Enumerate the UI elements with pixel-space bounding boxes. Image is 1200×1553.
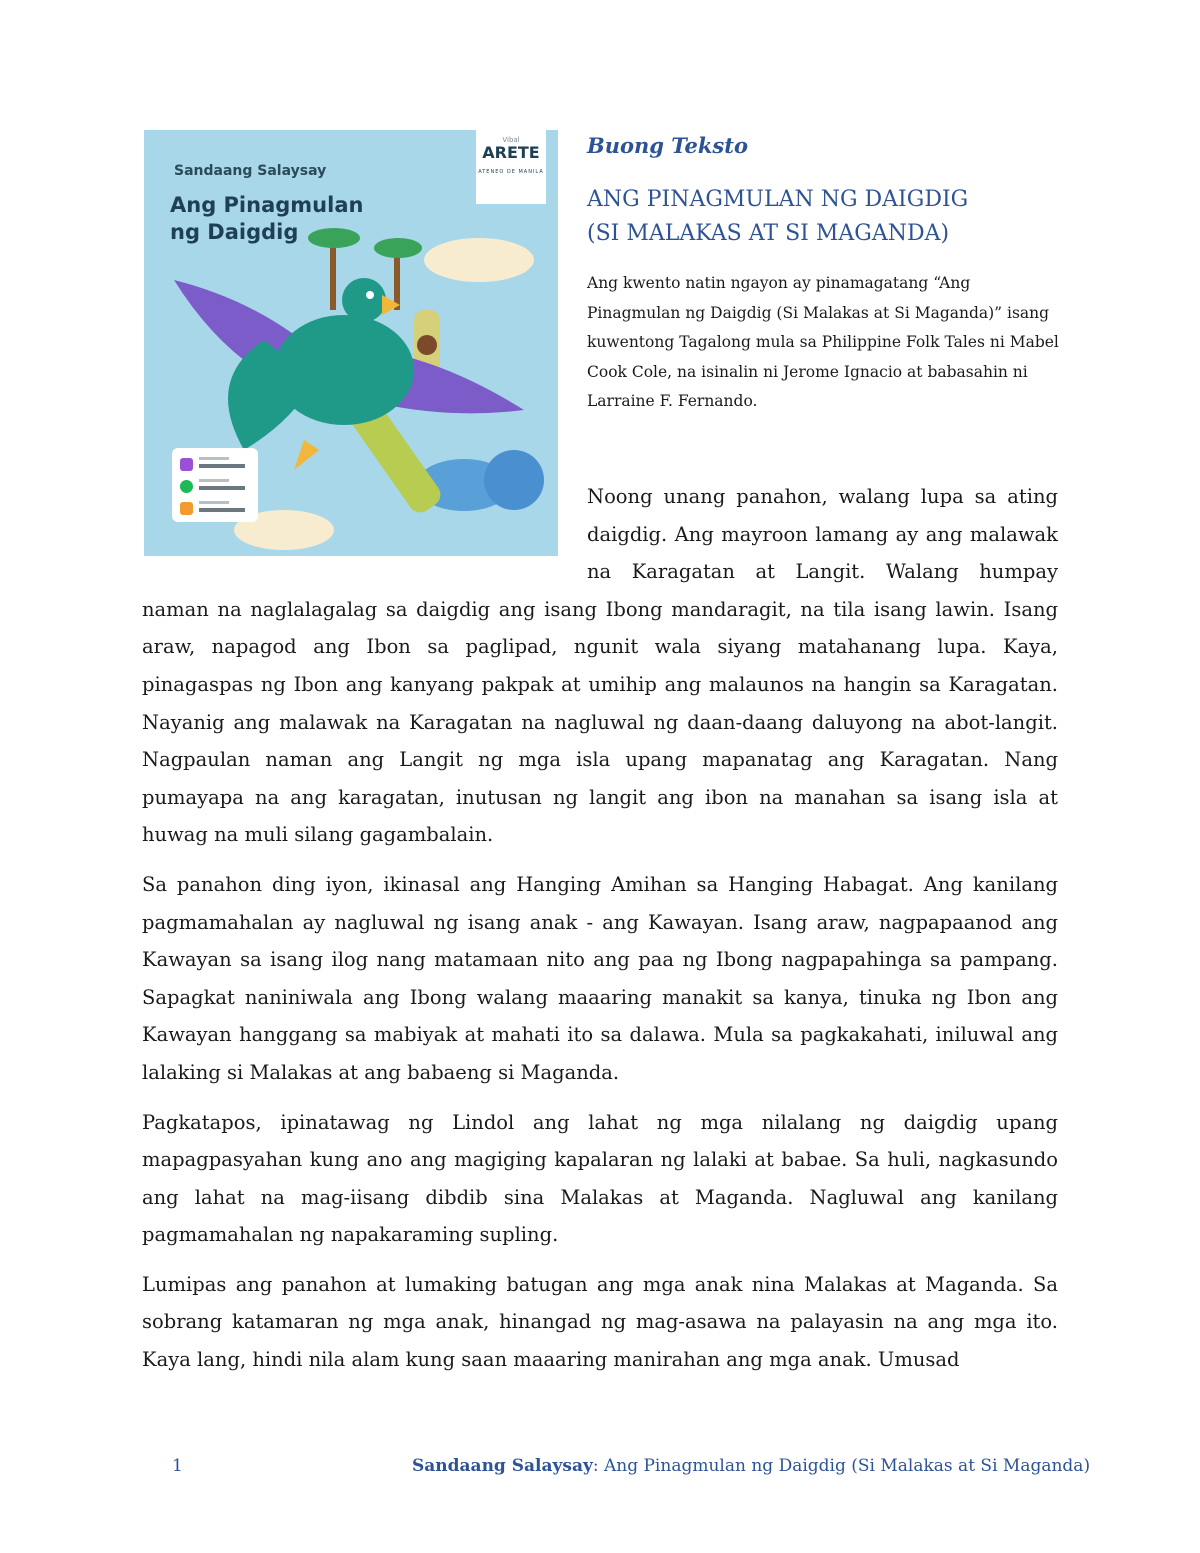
running-footer — [412, 1456, 1090, 1476]
cover-title: Ang Pinagmulan ng Daigdig — [170, 193, 364, 244]
logo-small-text: Vibal — [502, 136, 520, 144]
paragraph-3: Pagkatapos, ipinatawag ng Lindol ang lahat ng mga nilalang ng daigdig upang mapagpasyahan kung ano ang magiging kapalaran ng lalaki at babae. Sa huli, nagkasundo ang lahat na mag-iisang dibdib sina Malakas at Maganda. Nagluwal ang kanilang pagmamahalan ng napakaraming supling. — [142, 1110, 1058, 1247]
page-number: 1 — [172, 1456, 183, 1476]
paragraph-2: Sa panahon ding iyon, ikinasal ang Hanging Amihan sa Hanging Habagat. Ang kanilang pagmamahalan ay nagluwal ng isang anak - ang Kawayan. Isang araw, nagpapaanod ang Kawayan sa isang ilog nang matamaan nito ang paa ng Ibong nagpapahinga sa pampang. Sapagkat naniniwala ang Ibong walang maaaring manakit sa kanya, tinuka ng Ibon ang Kawayan hanggang sa mabiyak at mahati ito sa dalawa. Mula sa pagkakahati, iniluwal ang lalaking si Malakas at ang babaeng si Maganda. — [142, 872, 1058, 1084]
paragraph-1: Noong unang panahon, walang lupa sa ating daigdig. Ang mayroon lamang ay ang malawak na Karagatan at Langit. Walang humpay naman na naglalagalag sa daigdig ang isang Ibong mandaragit, na tila isang lawin. Isang araw, napagod ang Ibon sa paglipad, ngunit wala siyang matahanang lupa. Kaya, pinagaspas ng Ibon ang kanyang pakpak at umihip ang malaunos na hangin sa Karagatan. Nayanig ang malawak na Karagatan na nagluwal ng daan-daang daluyong na abot-langit. Nagpaulan naman ang Langit ng mga isla upang mapanatag ang Karagatan. Nang pumayapa na ang karagatan, inutusan ng langit ang ibon na manahan sa isang isla at huwag na muli silang gagambalain. — [142, 485, 1058, 847]
title-line-2: (SI MALAKAS AT SI MAGANDA) — [587, 221, 950, 246]
footer-series: Sandaang Salaysay — [412, 1456, 593, 1476]
paragraph-4: Lumipas ang panahon at lumaking batugan ang mga anak nina Malakas at Maganda. Sa sobrang katamaran ng mga anak, hinangad ng mag-asawa na palayasin na ang mga ito. Kaya lang, hindi nila alam kung saan maaaring manirahan ang mga anak. Umusad — [142, 1272, 1058, 1372]
cover-brand: Sandaang Salaysay — [174, 163, 327, 179]
logo-tiny-text: ATENEO DE MANILA — [478, 169, 544, 175]
story-body — [142, 478, 1058, 1391]
logo-big-text: ARETE — [482, 143, 540, 162]
story-title — [587, 183, 1067, 251]
apple-podcasts-badge — [180, 456, 250, 474]
intro-paragraph: Ang kwento natin ngayon ay pinamagatang “Ang Pinagmulan ng Daigdig (Si Malakas at Si Maganda)” isang kuwentong Tagalong mula sa Philippine Folk Tales ni Mabel Cook Cole, na isinalin ni Jerome Ignacio at babasahin ni Larraine F. Fernando. — [587, 274, 1059, 410]
apple-podcasts-icon — [180, 458, 193, 471]
arete-logo — [476, 130, 546, 204]
footer-separator: : — [592, 1456, 604, 1476]
section-label: Buong Teksto — [587, 133, 748, 158]
footer-subtitle: Ang Pinagmulan ng Daigdig (Si Malakas at Si Maganda) — [603, 1456, 1091, 1476]
title-line-1: ANG PINAGMULAN NG DAIGDIG — [587, 187, 969, 212]
